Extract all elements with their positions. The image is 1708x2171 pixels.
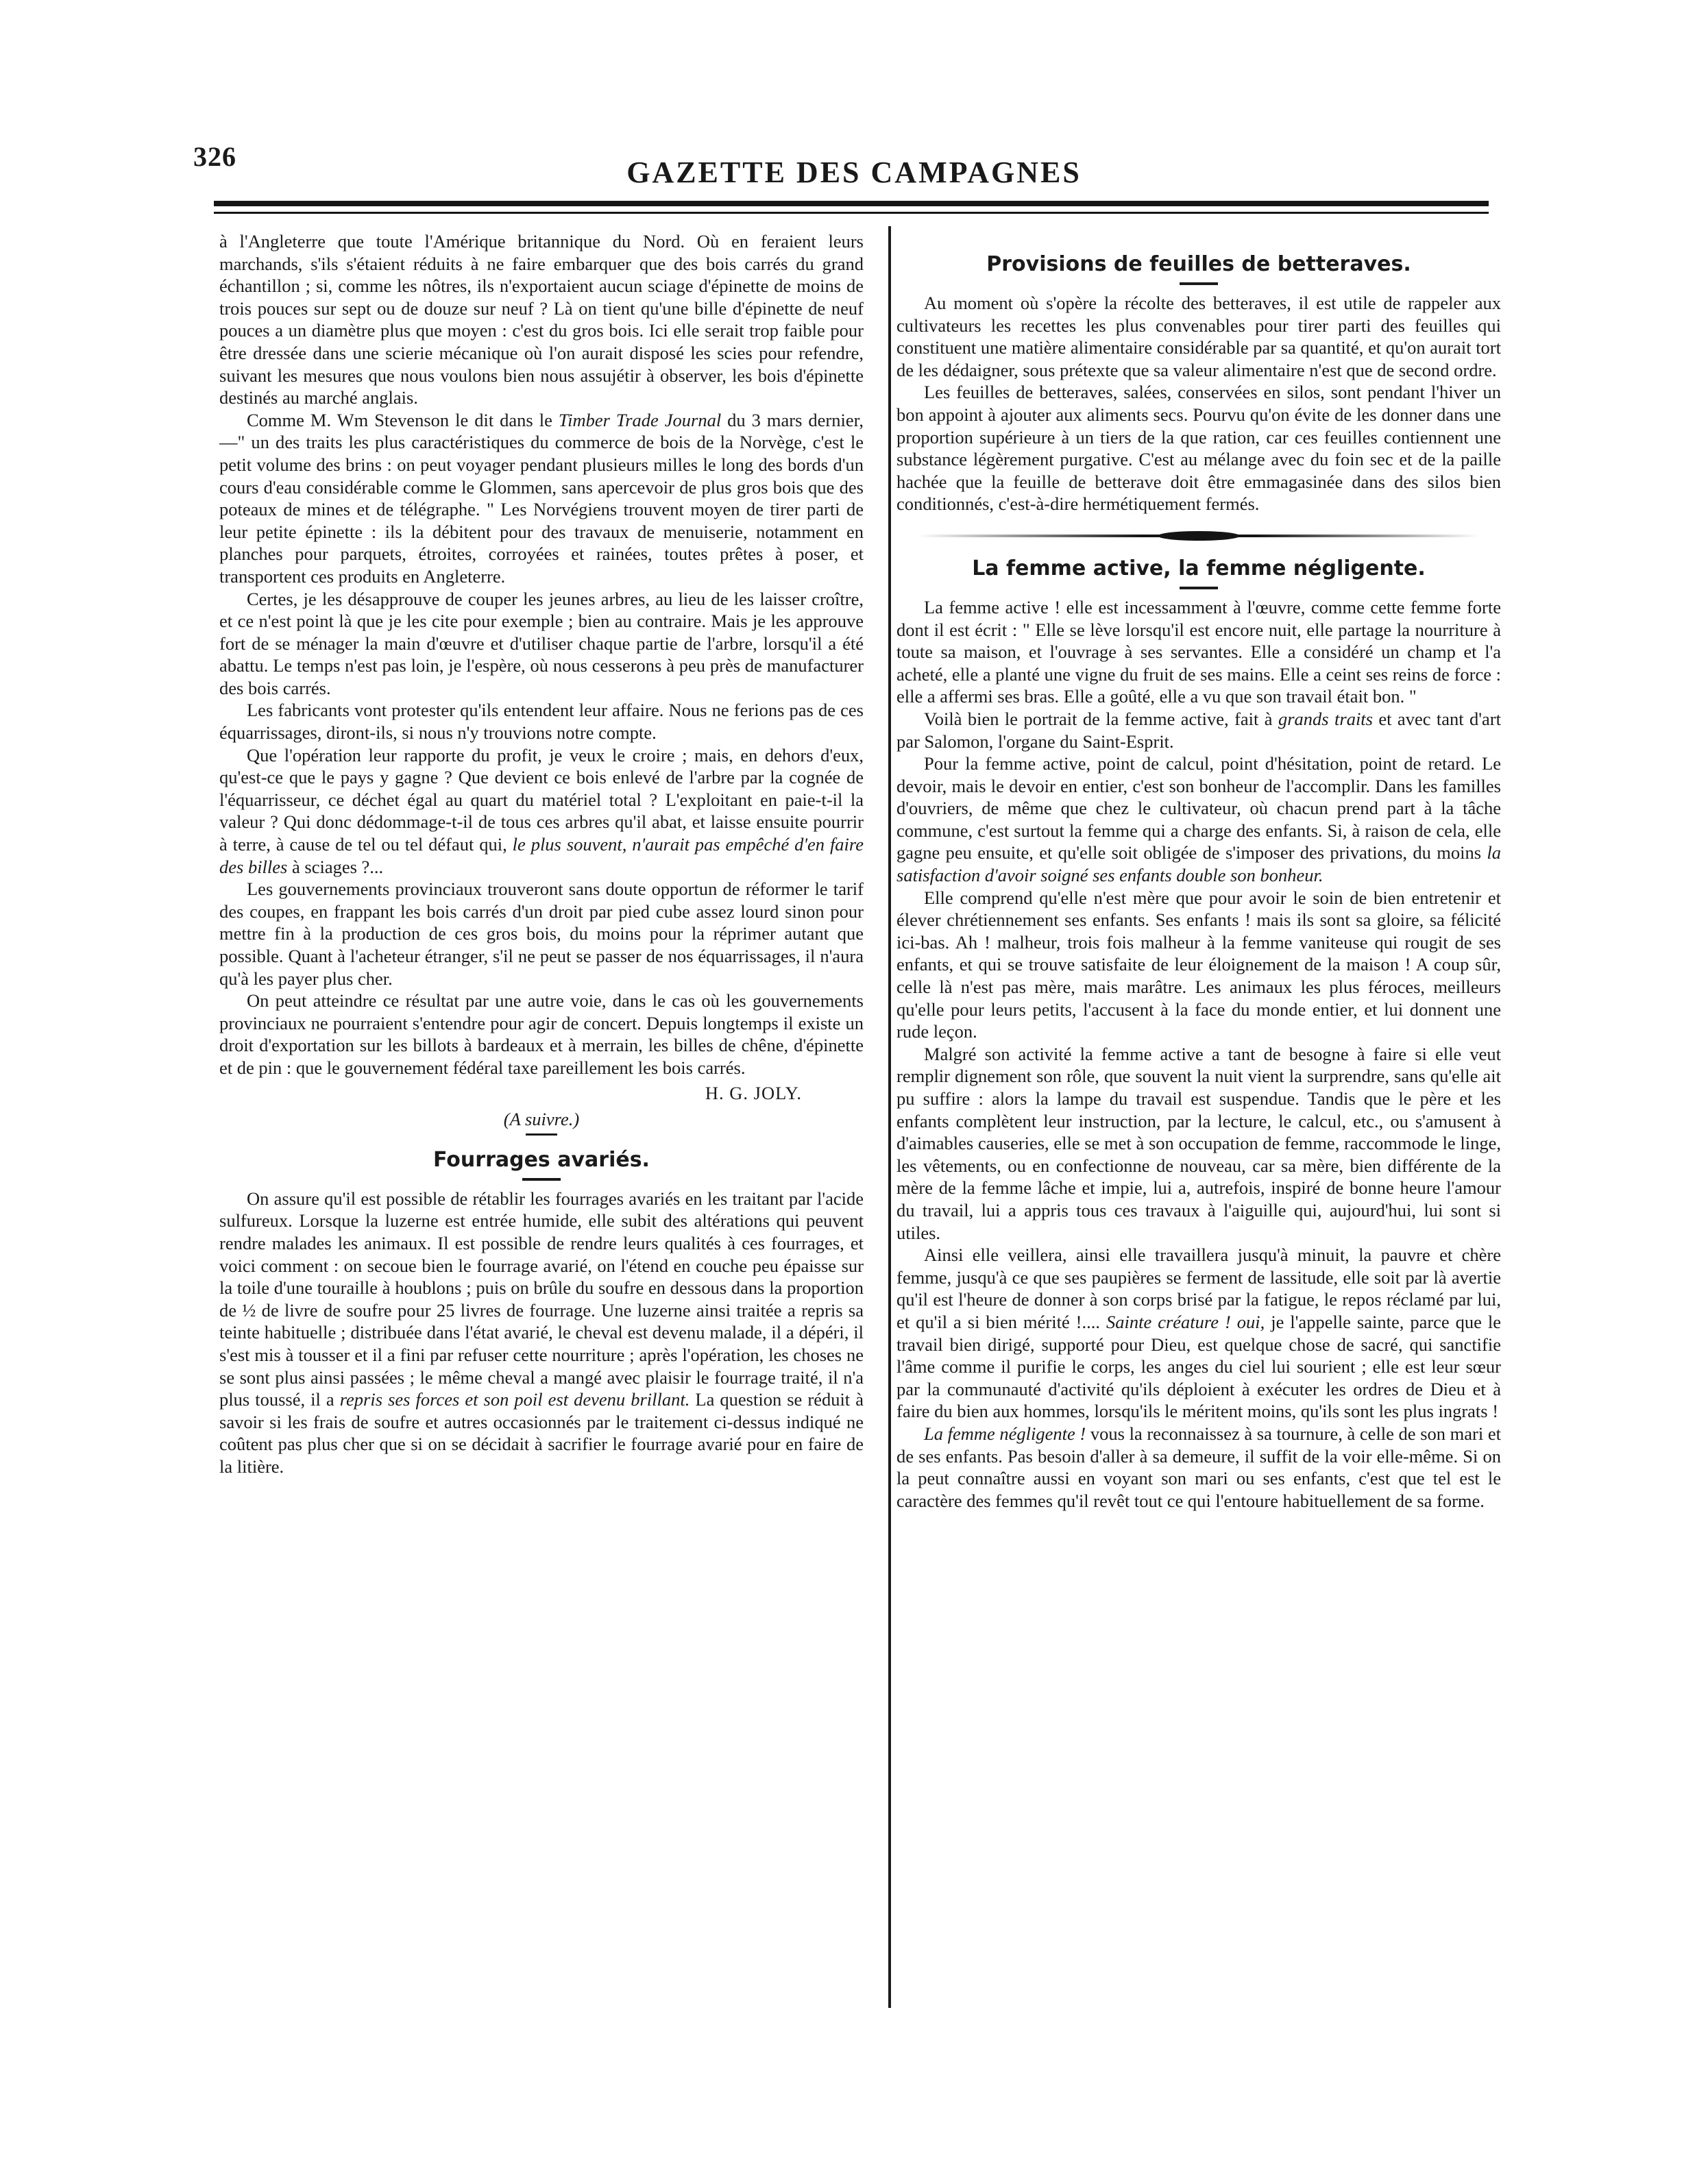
paragraph: La femme active ! elle est incessamment à l'œuvre, comme cette femme forte dont il est écrit : " Elle se lève lorsqu'il est encore nuit, elle partage la nourriture à toute sa maison, et l'ouvrage à ses servantes. Elle a considéré un champ et l'a acheté, elle a planté une vigne du fruit de ses mains. Elle a ceint ses reins de force : elle a affermi ses bras. Elle a goûté, elle a vu que son travail était bon. " [896,596,1501,707]
ornamental-rule [918,535,1480,537]
emphasis: La femme négligente ! [924,1423,1086,1444]
paragraph [219,1188,864,1478]
column-divider [888,226,891,2008]
text-run: et avec tant d'art par Salomon, l'organe du Saint-Esprit. [896,708,1501,752]
text-run: Pour la femme active, point de calcul, point d'hésitation, point de retard. Le devoir, mais le devoir en entier, c'est son bonheur de l'accomplir. Dans les familles d'ouvriers, de même que chez le cultivateur, où chacun prend part à la tâche commune, c'est surtout la femme qui a charge des enfants. Si, à raison de cela, elle gagne peu ensuite, et qu'elle soit obligée de s'imposer des privations, du moins [896,753,1501,863]
text-run: La question se réduit à savoir si les frais de soufre et autres occasionnés par le traitement ci-dessus indiqué ne coûtent pas plus cher que si on se décidait à sacrifier le fourrage avarié pour en faire de la litière. [219,1389,864,1477]
masthead-rule-thick [214,201,1489,206]
journal-title: Timber Trade Journal [558,409,722,430]
heading-rule [1180,587,1218,589]
right-column [896,230,1501,1512]
paragraph [896,752,1501,887]
paragraph: Certes, je les désapprouve de couper les jeunes arbres, au lieu de les laisser croître, et ce n'est point là que je les cite pour exemple ; bien au contraire. Mais je les approuve fort de se ménager la main d'œuvre et d'utiliser chaque partie de l'arbre, lorsqu'il a été abattu. Le temps n'est pas loin, je l'espère, où nous cesserons à peu près de manufacturer des bois carrés. [219,588,864,698]
text-run: Voilà bien le portrait de la femme active, fait à [924,708,1278,729]
paragraph: Au moment où s'opère la récolte des betteraves, il est utile de rappeler aux cultivateurs les recettes les plus convenables pour tirer parti des feuilles qui constituent une matière alimentaire considérable par sa quantité, et qu'on aurait tort de les dédaigner, sous prétexte que sa valeur alimentaire n'est que de second ordre. [896,293,1501,380]
page-number: 326 [193,141,236,172]
text-run: à sciages ?... [287,856,384,877]
masthead-rule-thin [214,212,1489,214]
paragraph: à l'Angleterre que toute l'Amérique britannique du Nord. Où en feraient leurs marchands, s'ils s'étaient réduits à ne faire embarquer que des bois carrés du grand échantillon ; si, comme les nôtres, ils n'exportaient aucun sciage d'épinette de moins de trois pouces sur sept ou de douze sur neuf ? Là on tient qu'une bille d'épinette de neuf pouces a un diamètre plus que moyen : c'est du gros bois. Ici elle serait trop faible pour être dressée dans une scierie mécanique où l'on aurait disposé les scies pour refendre, suivant les mesures que nous voulons bien nous assujétir à observer, les bois d'épinette destinés au marché anglais. [219,231,864,408]
paragraph [896,1244,1501,1423]
text-run: On assure qu'il est possible de rétablir les fourrages avariés en les traitant par l'acide sulfureux. Lorsque la luzerne est entrée humide, elle subit des altérations qui peuvent rendre malades les animaux. Il est possible de rendre leurs qualités à ces fourrages, et voici comment : on secoue bien le fourrage avarié, on l'étend en couche peu épaisse sur la toile d'une touraille à houblons ; puis on brûle du soufre en dessous dans la proportion de [219,1188,864,1321]
section-rule [526,1133,557,1136]
paragraph: Elle comprend qu'elle n'est mère que pour avoir le soin de bien entretenir et élever chrétiennement ses enfants. Ses enfants ! mais ils sont sa gloire, sa félicité ici-bas. Ah ! malheur, trois fois malheur à la femme vaniteuse qui rougit de ses enfants, et qui se trouve satisfaite de leur éloignement de la maison ! A coup sûr, celle là n'est pas mère, mais marâtre. Les animaux les plus féroces, meilleurs qu'elle pour leurs petits, l'accusent à la face du monde entier, et lui donnent une rude leçon. [896,887,1501,1042]
heading-rule [1180,282,1218,285]
text-run: Ainsi elle veillera, ainsi elle travaillera jusqu'à minuit, la pauvre et chère femme, jusqu'à ce que ses paupières se ferment de lassitude, elle soit par là avertie qu'il est l'heure de donner à son corps brisé par la fatigue, le repos réclamé par lui, et qu'il a si bien mérité !.... [896,1244,1501,1332]
emphasis: le plus souvent, n'aurait pas empêché d'en faire des billes [219,834,864,877]
text-run: du 3 mars dernier,—" un des traits les plus caractéristiques du commerce de bois de la Norvège, c'est le petit volume des brins : on peut voyager pendant plusieurs milles le long des bords d'un cours d'eau considérable comme le Glommen, sans apercevoir de plus gros bois que des poteaux de mines et de télégraphe. " Les Norvégiens trouvent moyen de tirer parti de leur petite épinette : ils la débitent pour des travaux de menuiserie, notamment en planches pour parquets, étroites, corroyées et rainées, toutes prêtes à poser, et transportent ces produits en Angleterre. [219,409,864,587]
heading-femme: La femme active, la femme négligente. [972,556,1426,580]
left-column [219,230,864,1477]
author-signature: H. G. JOLY. [705,1082,802,1103]
emphasis: la satisfaction d'avoir soigné ses enfants double son bonheur. [896,842,1501,886]
emphasis: Sainte créature ! oui, [1106,1311,1265,1332]
paragraph: Les fabricants vont protester qu'ils entendent leur affaire. Nous ne ferions pas de ces équarrissages, diront-ils, si nous n'y trouvions notre compte. [219,700,864,744]
to-be-continued: (A suivre.) [503,1109,580,1130]
text-run: Que l'opération leur rapporte du profit, je veux le croire ; mais, en dehors d'eux, qu'est-ce que le pays y gagne ? Que devient ce bois enlevé de l'arbre par la cognée de l'équarrisseur, ce déchet égal au quart du matériel total ? L'exploitant en paie-t-il la valeur ? Qui donc dédommage-t-il de tous ces arbres qu'il abat, et laisse ensuite pourrir à terre, à cause de tel ou tel défaut qui, [219,744,864,855]
text-run: de livre de soufre pour 25 livres de fourrage. Une luzerne ainsi traitée a repris sa teinte habituelle ; distribuée dans l'état avarié, le cheval est devenu malade, il a dépéri, il s'est mis à tousser et il a fini par refuser cette nourriture ; après l'opération, les choses ne se sont plus ainsi passées ; le même cheval a mangé avec plaisir le fourrage traité, il n'a plus toussé, il a [219,1299,864,1410]
paragraph: Les feuilles de betteraves, salées, conservées en silos, sont pendant l'hiver un bon appoint à ajouter aux aliments secs. Pourvu qu'on évite de les donner dans une proportion supérieure à un tiers de la que ration, car ces feuilles contiennent une substance légèrement purgative. C'est au mélange avec du foin sec et de la paille hachée que la feuille de betterave doit être emmagasinée dans des silos bien conditionnés, c'est-à-dire hermétiquement fermés. [896,382,1501,515]
paragraph: On peut atteindre ce résultat par une autre voie, dans le cas où les gouvernements provinciaux ne pourraient s'entendre pour agir de concert. Depuis longtemps il existe un droit d'exportation sur les billots à bardeaux et à merrain, les billes de chêne, d'épinette et de pin : que le gouvernement fédéral taxe pareillement les bois carrés. [219,990,864,1078]
text-run: vous la reconnaissez à sa tournure, à celle de son mari et de ses enfants. Pas besoin d'aller à sa demeure, il suffit de la voir elle-même. Si on la peut connaître aussi en voyant son mari ou ses enfants, c'est que tel est le caractère des femmes qu'il revêt tout ce qui l'entoure habituellement de sa forme. [896,1423,1501,1511]
emphasis: grands traits [1278,708,1373,729]
text-run: Comme M. Wm Stevenson le dit dans le [247,409,559,430]
paragraph [896,708,1501,752]
paragraph: Malgré son activité la femme active a tant de besogne à faire si elle veut remplir dignement son rôle, que souvent la nuit vient la surprendre, sans qu'elle ait pu suffire : alors la lampe du travail est suspendue. Tandis que le père et les enfants complètent leur instruction, par la lecture, le calcul, etc., ou s'amusent à d'aimables causeries, elle se met à son occupation de femme, raccommode le linge, les vêtements, ou en confectionne de nouveau, car sa mère, bien différente de la mère de la femme lâche et impie, lui a, autrefois, inspiré de bonne heure l'amour du travail, lui a appris tous ces travaux à l'aiguille qui, aujourd'hui, lui sont si utiles. [896,1043,1501,1243]
paragraph: Les gouvernements provinciaux trouveront sans doute opportun de réformer le tarif des coupes, en frappant les bois carrés d'un droit par pied cube assez lourd sinon pour mettre fin à la production de ces gros bois, du moins pour la réprimer autant que possible. Quant à l'acheteur étranger, s'il ne peut se passer de nos équarrissages, il n'aura qu'à les payer plus cher. [219,879,864,989]
paragraph [219,744,864,879]
heading-fourrages: Fourrages avariés. [433,1147,650,1172]
paragraph [896,1423,1501,1512]
fraction: ½ [242,1299,256,1321]
masthead-title: GAZETTE DES CAMPAGNES [626,156,1082,189]
paragraph [219,409,864,588]
text-run: je l'appelle sainte, parce que le travail bien dirigé, supporté pour Dieu, est quelque chose de sacré, qui sanctifie l'âme comme il purifie le corps, les anges du ciel lui sourient ; elle est leur sœur par la communauté d'activité qu'ils déploient à exécuter les ordres de Dieu et à faire du bien aux hommes, lorsqu'ils le méritent moins, qu'ils sont les plus ingrats ! [896,1311,1501,1422]
emphasis: repris ses forces et son poil est devenu brillant. [339,1389,690,1410]
heading-rule [522,1178,561,1181]
heading-provisions: Provisions de feuilles de betteraves. [986,252,1411,276]
